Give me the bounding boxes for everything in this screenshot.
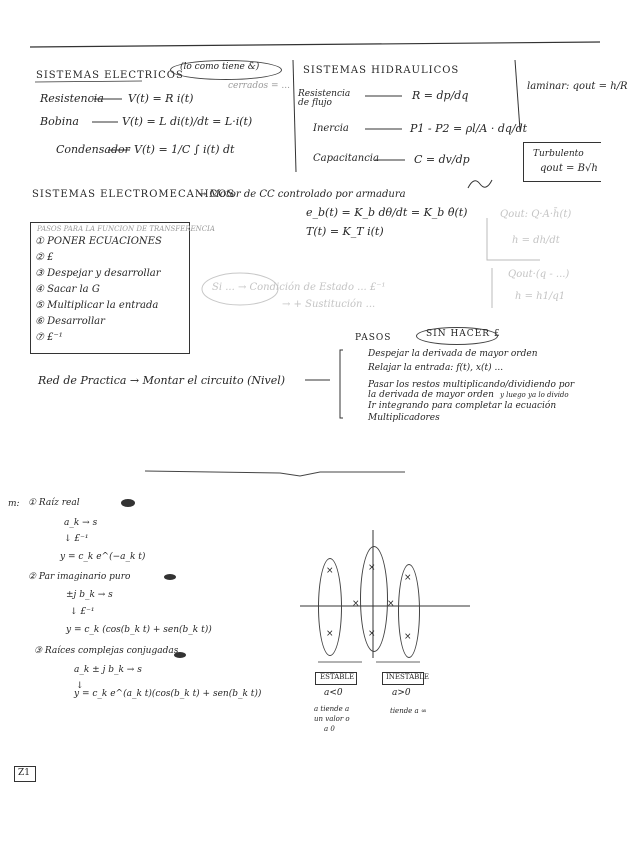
laminar-formula: laminar: qout = h/R (527, 81, 628, 92)
pasos-aside: y luego ya lo divido (500, 391, 569, 399)
root-case-line: ↓ (76, 681, 84, 691)
unstable-box (382, 672, 430, 685)
pasos-label: PASOS (355, 333, 392, 343)
practice-text: Red de Practica → Montar el circuito (Nivel) (38, 374, 286, 387)
stable-note: a tiende a (314, 705, 350, 713)
turbulent-formula: qout = B√h (540, 163, 598, 174)
faint-line: h = dh/dt (512, 235, 560, 246)
unstable-note: tiende a ∞ (390, 707, 427, 715)
electrical-note-sub: cerrados = ... (228, 81, 290, 91)
pole-marker: × (387, 599, 395, 609)
hydraulic-title: SISTEMAS HIDRAULICOS (303, 65, 460, 76)
root-case-line: y = c_k e^(−a_k t) (60, 552, 146, 562)
electromech-eq2: T(t) = K_T i(t) (306, 225, 384, 238)
unstable-label: INESTABLE (386, 673, 430, 681)
root-case-line: y = c_k e^(a_k t)(cos(b_k t) + sen(b_k t)) (74, 689, 262, 699)
hydraulic-row-formula: C = dv/dp (414, 153, 470, 166)
pole-marker: × (404, 632, 412, 642)
steps-item: ③ Despejar y desarrollar (35, 268, 161, 279)
root-case-line: ↓ £⁻¹ (70, 607, 95, 617)
electrical-row-label: Bobina (40, 115, 79, 128)
electrical-row-formula: V(t) = L di(t)/dt = L·i(t) (122, 115, 253, 128)
faint-line: Qout·(q - ...) (508, 269, 570, 280)
roots-prefix: m: (8, 499, 20, 509)
stable-note: a 0 (324, 725, 335, 733)
electrical-row-formula: V(t) = 1/C ∫ i(t) dt (134, 143, 235, 156)
turbulent-box (523, 142, 601, 182)
turbulent-label: Turbulento (533, 149, 584, 159)
electromech-title: SISTEMAS ELECTROMECANICOS (32, 189, 236, 200)
hydraulic-row-label: Inercia (313, 123, 349, 134)
steps-header: PASOS PARA LA FUNCION DE TRANSFERENCIA (37, 225, 215, 233)
electrical-note: (lo como tiene &) (180, 62, 260, 72)
pole-marker: × (352, 599, 360, 609)
electrical-row-label: Resistencia (40, 92, 104, 105)
pole-marker: × (368, 629, 376, 639)
electromech-desc: → Motor de CC controlado por armadura (198, 189, 406, 200)
steps-item: ② £ (35, 252, 54, 263)
stable-label: ESTABLE (320, 673, 355, 681)
steps-item: ⑥ Desarrollar (35, 316, 105, 327)
pole-marker: × (326, 629, 334, 639)
faint-middle-line: Si ... → Condición de Estado ... £⁻¹ (212, 282, 386, 293)
stable-note: un valor o (314, 715, 350, 723)
steps-item: ⑦ £⁻¹ (35, 332, 63, 343)
steps-item: ① PONER ECUACIONES (35, 236, 162, 247)
root-case-line: a_k ± j b_k → s (74, 665, 142, 675)
hydraulic-row-formula: P1 - P2 = ρl/A · dq/dt (410, 122, 528, 135)
pasos-item: Ir integrando para completar la ecuación (368, 401, 557, 411)
hydraulic-row-label: Capacitancia (313, 153, 379, 164)
stable-box (315, 672, 357, 685)
stable-cond: a<0 (324, 688, 343, 698)
hydraulic-row-label: Resistencia de flujo (298, 89, 351, 108)
steps-item: ④ Sacar la G (35, 284, 100, 295)
root-case-line: ±j b_k → s (66, 590, 113, 600)
root-case-line: y = c_k (cos(b_k t) + sen(b_k t)) (66, 625, 212, 635)
root-case-line: ↓ £⁻¹ (64, 534, 89, 544)
faint-line: Qout: Q·A·h̄(t) (500, 209, 572, 220)
pole-marker: × (326, 566, 334, 576)
steps-box (30, 222, 215, 354)
electrical-row-formula: V(t) = R i(t) (128, 92, 194, 105)
electromech-eq1: e_b(t) = K_b dθ/dt = K_b θ̇(t) (306, 206, 468, 219)
pole-marker: × (368, 563, 376, 573)
page-number-box (14, 766, 36, 782)
root-case-line: a_k → s (64, 518, 98, 528)
pasos-item: Despejar la derivada de mayor orden (368, 349, 538, 359)
root-case-title: ③ Raíces complejas conjugadas (34, 646, 179, 656)
unstable-cond: a>0 (392, 688, 411, 698)
pasos-badge: SIN HACER £ (426, 329, 501, 339)
pasos-item: Relajar la entrada: f(t), x(t) ... (368, 363, 504, 373)
electrical-row-label: Condensador (56, 143, 130, 156)
pole-marker: × (404, 573, 412, 583)
electrical-title: SISTEMAS ELECTRICOS (36, 70, 184, 81)
faint-middle-line: → + Sustitución ... (282, 299, 376, 310)
faint-line: h = h1/q1 (515, 291, 566, 302)
steps-item: ⑤ Multiplicar la entrada (35, 300, 159, 311)
pasos-item: Pasar los restos multiplicando/dividiendo por la derivada de mayor orden (368, 380, 575, 401)
pasos-item: Multiplicadores (368, 413, 440, 423)
hydraulic-row-formula: R = dp/dq (412, 89, 469, 102)
root-case-title: ② Par imaginario puro (28, 572, 131, 582)
page-number: Z1 (18, 768, 30, 778)
root-case-title: ① Raíz real (28, 498, 80, 508)
